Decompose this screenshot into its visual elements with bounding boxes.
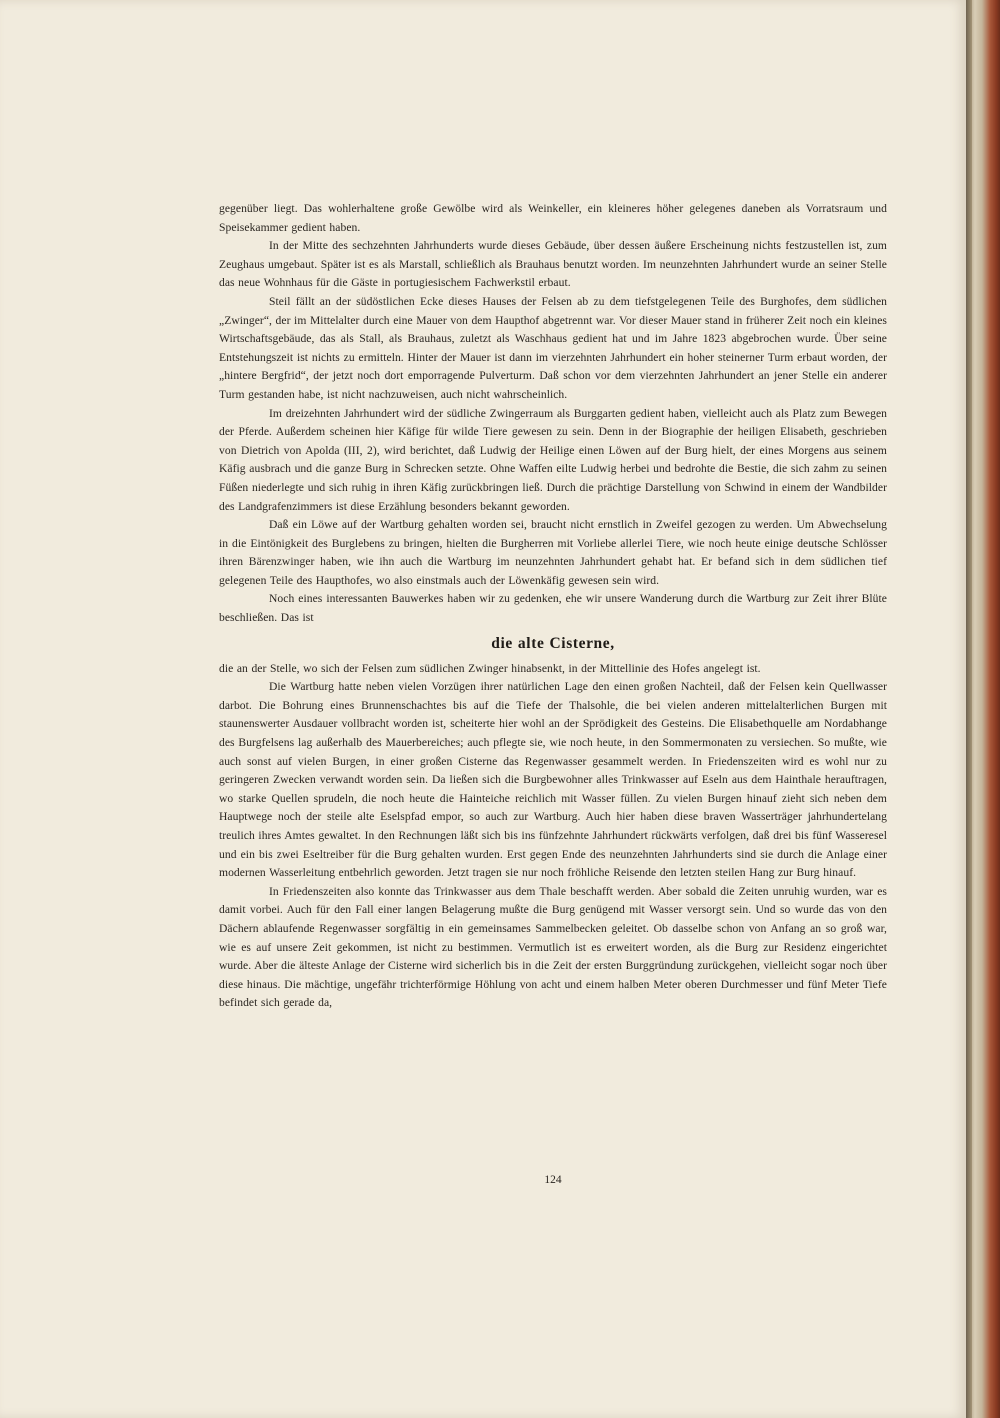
paragraph: gegenüber liegt. Das wohlerhaltene große Gewölbe wird als Weinkeller, ein kleineres höher gelegenes daneben als Vorratsraum und Speisekammer gedient haben. <box>219 202 887 234</box>
paragraph: Die Wartburg hatte neben vielen Vorzügen ihrer natürlichen Lage den einen großen Nachteil, daß der Felsen kein Quellwasser darbot. Die Bohrung eines Brunnenschachtes bis auf die Tiefe der Thalsohle, die bei vielen anderen mittelalterlichen Burgen mit staunenswerter Ausdauer vollbracht worden ist, scheiterte hier wohl an der Sprödigkeit des Gesteins. Die Elisabethquelle am Nordabhange des Burgfelsens lag außerhalb des Mauerbereiches; auch pflegte sie, wie noch heute, in den Sommermonaten zu versiechen. So mußte, wie auch sonst auf vielen Burgen, in einer großen Cisterne das Regenwasser gesammelt werden. In Friedenszeiten wird es wohl nur zu geringeren Zwecken verwandt worden sein. Da ließen sich die Burgbewohner alles Trinkwasser auf Eseln aus dem Hainthale herauftragen, wo starke Quellen sprudeln, die noch heute die Hainteiche reichlich mit Wasser füllen. Zu vielen Burgen hinauf zieht sich neben dem Hauptwege noch der steile alte Eselspfad empor, so auch zur Wartburg. Auch hier haben diese braven Wasserträger jahrhundertelang treulich ihres Amtes gewaltet. In den Rechnungen läßt sich bis ins fünfzehnte Jahrhundert rückwärts verfolgen, daß drei bis fünf Wasseresel und ein bis zwei Eseltreiber für die Burg gehalten wurden. Erst gegen Ende des neunzehnten Jahrhunderts sind sie durch die Anlage einer modernen Wasserleitung entbehrlich geworden. Jetzt tragen sie nur noch fröhliche Reisende den letzten steilen Hang zur Burg hinauf. <box>219 680 887 880</box>
paragraph: Steil fällt an der südöstlichen Ecke dieses Hauses der Felsen ab zu dem tiefstgelegenen Teile des Burghofes, dem südlichen „Zwinger“, der im Mittelalter durch eine Mauer von dem Haupthof abgetrennt war. Vor dieser Mauer stand in früherer Zeit noch ein kleines Wirtschaftsgebäude, das als Stall, als Brauhaus, zuletzt als Waschhaus gedient hat und im Jahre 1823 abgebrochen wurde. Über seine Entstehungszeit ist nichts zu ermitteln. Hinter der Mauer ist dann im vierzehnten Jahrhundert ein hoher steinerner Turm erbaut worden, der „hintere Bergfrid“, der jetzt noch dort emporragende Pulverturm. Daß schon vor dem vierzehnten Jahrhundert an jener Stelle ein anderer Turm gestanden habe, ist nicht nachzuweisen, auch nicht wahrscheinlich. <box>219 294 887 401</box>
paragraph: Daß ein Löwe auf der Wartburg gehalten worden sei, braucht nicht ernstlich in Zweifel gezogen zu werden. Um Abwechselung in die Eintönigkeit des Burglebens zu bringen, hielten die Burgherren mit Vorliebe allerlei Tiere, wie noch heute einige deutsche Schlösser ihren Bärenzwinger haben, wie ihn auch die Wartburg im neunzehnten Jahrhundert gehabt hat. Er befand sich in dem südlichen tief gelegenen Teile des Haupthofes, wo also einstmals auch der Löwenkäfig gewesen sein wird. <box>219 518 887 587</box>
paragraph: die an der Stelle, wo sich der Felsen zum südlichen Zwinger hinabsenkt, in der Mittellinie des Hofes angelegt ist. <box>219 661 761 675</box>
paragraph: In der Mitte des sechzehnten Jahrhunderts wurde dieses Gebäude, über dessen äußere Erscheinung nichts festzustellen ist, zum Zeughaus umgebaut. Später ist es als Marstall, schließlich als Brauhaus benutzt worden. Im neunzehnten Jahrhundert wurde an seiner Stelle das neue Wohnhaus für die Gäste in portugiesischem Fachwerkstil erbaut. <box>219 239 887 290</box>
page-rim <box>966 0 972 1418</box>
book-page-edge <box>966 0 1000 1418</box>
page-number: 124 <box>544 1174 562 1186</box>
paragraph: Im dreizehnten Jahrhundert wird der südliche Zwingerraum als Burggarten gedient haben, vielleicht auch als Platz zum Bewegen der Pferde. Außerdem scheinen hier Käfige für wilde Tiere gewesen zu sein. Denn in der Biographie der heiligen Elisabeth, geschrieben von Dietrich von Apolda (III, 2), wird berichtet, daß Ludwig der Heilige einen Löwen auf der Burg hielt, der eines Morgens aus seinem Käfig ausbrach und die ganze Burg in Schrecken setzte. Ohne Waffen eilte Ludwig herbei und bedrohte die Bestie, die sich zahm zu seinen Füßen niederlegte und sich ruhig in ihren Käfig zurückbringen ließ. Durch die prächtige Darstellung von Schwind in einem der Wandbilder des Landgrafenzimmers ist diese Erzählung besonders bekannt geworden. <box>219 406 887 513</box>
paragraph: In Friedenszeiten also konnte das Trinkwasser aus dem Thale beschafft werden. Aber sobald die Zeiten unruhig wurden, war es damit vorbei. Auch für den Fall einer langen Belagerung mußte die Burg genügend mit Wasser versorgt sein. Und so wurde das von den Dächern ablaufende Regenwasser sorgfältig in ein gemeinsames Sammelbecken geleitet. Ob dasselbe schon von Anfang an so groß war, wie es auf unsere Zeit gekommen, ist nicht zu bestimmen. Vermutlich ist es erweitert worden, als die Burg zur Residenz eingerichtet wurde. Aber die älteste Anlage der Cisterne wird sicherlich bis in die Zeit der ersten Burggründung zurückgehen, vielleicht sogar noch über diese hinaus. Die mächtige, ungefähr trichterförmige Höhlung von acht und einem halben Meter oberen Durchmesser und fünf Meter Tiefe befindet sich gerade da, <box>219 884 887 1010</box>
main-text-block <box>219 200 887 1013</box>
section-heading: die alte Cisterne, <box>491 634 615 652</box>
paragraph: Noch eines interessanten Bauwerkes haben wir zu gedenken, ehe wir unsere Wanderung durch die Wartburg zur Zeit ihrer Blüte beschließen. Das ist <box>219 592 887 625</box>
